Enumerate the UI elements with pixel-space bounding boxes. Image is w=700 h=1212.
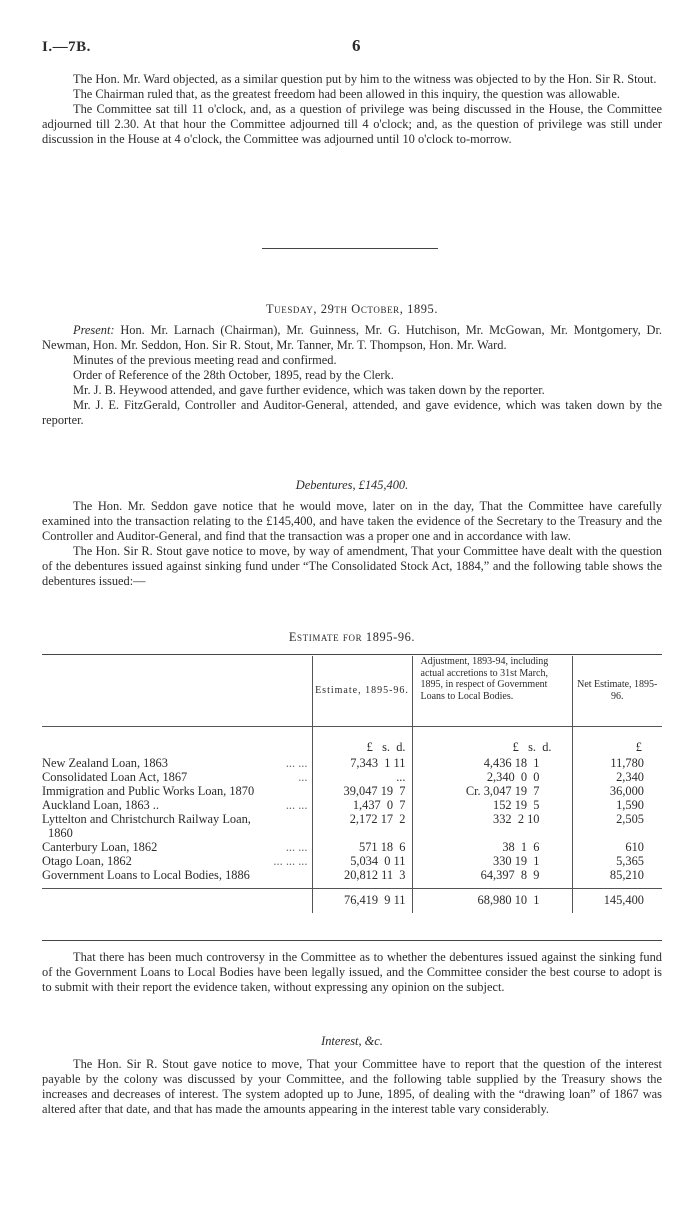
cell-estimate: ... <box>312 770 412 784</box>
table-row <box>42 868 662 882</box>
interest-heading: Interest, &c. <box>321 1034 383 1048</box>
leader-dots: ... ... <box>285 756 308 770</box>
cell-estimate: 5,034 0 11 <box>312 854 412 868</box>
paragraph: The Committee sat till 11 o'clock, and, as a question of privilege was being discussed in the House, the Committee adjourned till 2.30. At that hour the Committee adjourned till 4 o'clock; and, as the question of privilege was still under discussion in the House at 4 o'clock, the Committee was adjourned until 10 o'clock to-morrow. <box>42 102 662 146</box>
cell-net: 5,365 <box>572 854 662 868</box>
row-label-cell <box>42 854 312 868</box>
table-title-wrap <box>42 630 662 645</box>
leader-dots: ... <box>298 770 308 784</box>
cell-estimate: 20,812 11 3 <box>312 868 412 882</box>
paragraph: The Hon. Mr. Ward objected, as a similar question put by him to the witness was objected to by the Hon. Sir R. Stout. <box>73 72 657 86</box>
table-row <box>42 754 662 770</box>
row-label: Consolidated Loan Act, 1867 <box>42 770 188 784</box>
cell-estimate: 7,343 1 11 <box>312 754 412 770</box>
cell-net: 36,000 <box>572 784 662 798</box>
cell-net: 610 <box>572 840 662 854</box>
row-label-cell <box>42 754 312 770</box>
cell-adjustment: 332 2 10 <box>412 812 572 826</box>
estimate-table <box>42 656 662 913</box>
row-label-cell <box>42 840 312 854</box>
present-paragraph <box>42 323 662 353</box>
row-label: Immigration and Public Works Loan, 1870 <box>42 784 255 798</box>
table-row <box>42 812 662 826</box>
section-divider <box>262 248 438 249</box>
cell-estimate: 1,437 0 7 <box>312 798 412 812</box>
paragraph: That there has been much controversy in the Committee as to whether the debentures issued against the sinking fund of the Government Loans to Local Bodies have been legally issued, and the Committee consider the best course to adopt is to submit with their report the evidence taken, without expressing any opinion on the subject. <box>42 950 662 994</box>
cell-adjustment: 38 1 6 <box>412 840 572 854</box>
cell-estimate <box>312 826 412 840</box>
page-number: 6 <box>352 36 361 55</box>
row-label-cell <box>42 826 312 840</box>
paragraph: The Chairman ruled that, as the greatest freedom had been allowed in this inquiry, the question was allowable. <box>73 87 620 101</box>
leader-dots: ... ... <box>285 798 308 812</box>
minutes-line: Minutes of the previous meeting read and confirmed. <box>73 353 337 367</box>
unit-estimate: £ s. d. <box>312 726 412 754</box>
total-adjustment: 68,980 10 1 <box>412 889 572 913</box>
paragraph: The Hon. Sir R. Stout gave notice to move, That your Committee have to report that the question of the interest payable by the colony was discussed by your Committee, and the following table supplied by the Treasury shows the increases and decreases of interest. The system adopted up to June, 1895, of dealing with the “drawing loan” of 1867 was altered after that date, and that has made the amounts appearing in the interest table vary considerably. <box>42 1057 662 1116</box>
cell-adjustment: 152 19 5 <box>412 798 572 812</box>
table-row <box>42 840 662 854</box>
row-label: Canterbury Loan, 1862 <box>42 840 158 854</box>
paragraph: The Hon. Sir R. Stout gave notice to move, by way of amendment, That your Committee have dealt with the question of the debentures issued against sinking fund under “The Consolidated Stock Act, 1884,” and the following table shows the debentures issued:— <box>42 544 662 588</box>
total-net: 145,400 <box>572 889 662 913</box>
cell-adjustment: 2,340 0 0 <box>412 770 572 784</box>
cell-estimate: 39,047 19 7 <box>312 784 412 798</box>
cell-adjustment: Cr. 3,047 19 7 <box>412 784 572 798</box>
interest-section <box>42 1034 662 1117</box>
leader-dots: ... ... ... <box>273 854 308 868</box>
table-row <box>42 784 662 798</box>
row-label-cell <box>42 784 312 798</box>
minutes-line: Mr. J. B. Heywood attended, and gave further evidence, which was taken down by the reporter. <box>73 383 545 397</box>
row-label-cell <box>42 798 312 812</box>
total-estimate: 76,419 9 11 <box>312 889 412 913</box>
table-row <box>42 854 662 868</box>
page-header <box>42 36 662 60</box>
table-row <box>42 770 662 784</box>
cell-adjustment: 4,436 18 1 <box>412 754 572 770</box>
cell-estimate: 2,172 17 2 <box>312 812 412 826</box>
table-bottom-rule <box>42 940 662 941</box>
cell-net <box>572 826 662 840</box>
present-text: Hon. Mr. Larnach (Chairman), Mr. Guinness, Mr. G. Hutchison, Mr. McGowan, Mr. Montgomery, Dr. Newman, Hon. Mr. Seddon, Hon. Sir R. Stout, Mr. Tanner, Mr. T. Thompson, Hon. Mr. Ward. <box>42 323 662 352</box>
after-table-section <box>42 950 662 995</box>
debentures-heading: Debentures, £145,400. <box>295 478 409 492</box>
intro-section <box>42 72 662 147</box>
col-header-estimate: Estimate, 1895-96. <box>312 656 412 726</box>
present-label: Present: <box>73 323 115 337</box>
document-code: I.—7B. <box>42 39 91 55</box>
cell-adjustment: 330 19 1 <box>412 854 572 868</box>
meeting-date-heading: Tuesday, 29th October, 1895. <box>265 302 439 316</box>
cell-net: 2,505 <box>572 812 662 826</box>
minutes-line: Mr. J. E. FitzGerald, Controller and Auditor-General, attended, and gave evidence, which was taken down by the reporter. <box>42 398 662 427</box>
col-header-adjustment: Adjustment, 1893-94, including actual accretions to 31st March, 1895, in respect of Government Loans to Local Bodies. <box>412 656 572 726</box>
row-label: Government Loans to Local Bodies, 1886 <box>42 868 250 882</box>
col-header-net: Net Estimate, 1895-96. <box>572 656 662 726</box>
cell-net: 11,780 <box>572 754 662 770</box>
table-title: Estimate for 1895-96. <box>288 630 416 644</box>
row-label-cell <box>42 770 312 784</box>
cell-estimate: 571 18 6 <box>312 840 412 854</box>
row-label: Otago Loan, 1862 <box>42 854 132 868</box>
row-label: Lyttelton and Christchurch Railway Loan, <box>42 812 251 826</box>
cell-net: 2,340 <box>572 770 662 784</box>
meeting-section <box>42 302 662 428</box>
table-row <box>42 798 662 812</box>
leader-dots: ... ... <box>285 840 308 854</box>
minutes-line: Order of Reference of the 28th October, 1895, read by the Clerk. <box>73 368 394 382</box>
table-row <box>42 826 662 840</box>
row-label-cell <box>42 812 312 826</box>
unit-adjustment: £ s. d. <box>412 726 572 754</box>
cell-net: 1,590 <box>572 798 662 812</box>
paragraph: The Hon. Mr. Seddon gave notice that he would move, later on in the day, That the Committee have carefully examined into the transaction relating to the £145,400, and have taken the evidence of the Secretary to the Treasury and the Controller and Auditor-General, and find that the transaction was a proper one and in accordance with law. <box>42 499 662 543</box>
cell-net: 85,210 <box>572 868 662 882</box>
cell-adjustment: 64,397 8 9 <box>412 868 572 882</box>
row-label: Auckland Loan, 1863 .. <box>42 798 159 812</box>
row-label: 1860 <box>48 826 73 840</box>
header-blank <box>42 656 312 726</box>
cell-adjustment <box>412 826 572 840</box>
row-label: New Zealand Loan, 1863 <box>42 756 168 770</box>
unit-net: £ <box>572 726 662 754</box>
table-top-rule <box>42 654 662 655</box>
row-label-cell <box>42 868 312 882</box>
debentures-section <box>42 478 662 589</box>
